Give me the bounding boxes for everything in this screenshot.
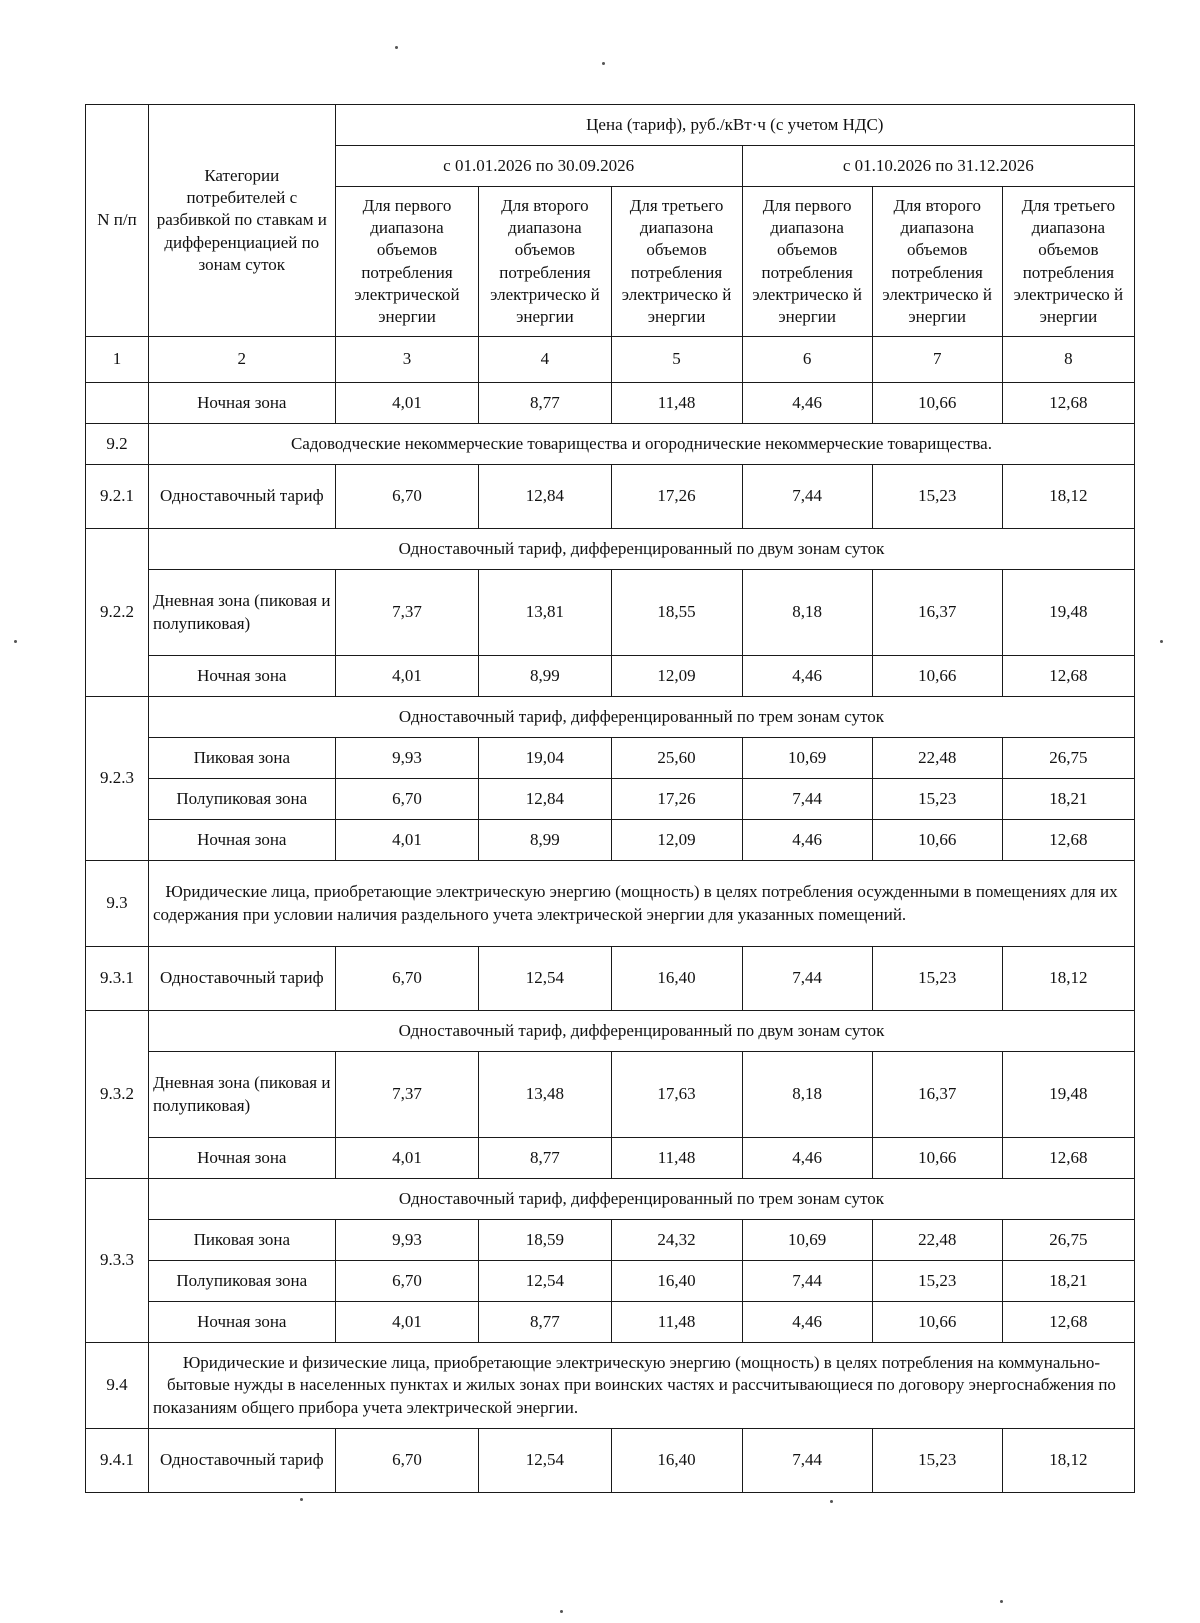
category-label: Пиковая зона (148, 738, 335, 779)
price-cell: 4,01 (335, 1302, 479, 1343)
price-cell: 7,44 (742, 947, 872, 1011)
column-number: 4 (479, 337, 611, 383)
table-row (86, 465, 1135, 529)
price-cell: 18,12 (1002, 465, 1134, 529)
subsection-row (86, 1179, 1135, 1220)
price-cell: 6,70 (335, 465, 479, 529)
row-number: 9.4 (86, 1343, 149, 1429)
header-price-group: Цена (тариф), руб./кВт·ч (с учетом НДС) (335, 105, 1134, 146)
price-cell: 11,48 (611, 1138, 742, 1179)
price-cell: 12,54 (479, 947, 611, 1011)
scan-speck (602, 62, 605, 65)
price-cell: 10,69 (742, 738, 872, 779)
category-label: Полупиковая зона (148, 1261, 335, 1302)
section-row (86, 1343, 1135, 1429)
price-cell: 8,99 (479, 656, 611, 697)
price-cell: 7,37 (335, 1052, 479, 1138)
column-number: 7 (872, 337, 1002, 383)
price-cell: 12,68 (1002, 1138, 1134, 1179)
table-row (86, 779, 1135, 820)
row-number (86, 383, 149, 424)
price-cell: 7,44 (742, 1261, 872, 1302)
table-row (86, 1261, 1135, 1302)
price-cell: 18,21 (1002, 1261, 1134, 1302)
price-cell: 8,77 (479, 383, 611, 424)
price-cell: 6,70 (335, 1429, 479, 1493)
subsection-row (86, 529, 1135, 570)
scan-speck (830, 1500, 833, 1503)
category-label: Полупиковая зона (148, 779, 335, 820)
header-range-3: Для третьего диапазона объемов потребления электрическо й энергии (611, 187, 742, 337)
section-title: Юридические и физические лица, приобретающие электрическую энергию (мощность) в целях потребления на коммунально-бытовые нужды в населенных пунктах и жилых зонах при воинских частях и рассчитывающиеся по договору энергоснабжения по показаниям общего прибора учета электрической энергии. (148, 1343, 1134, 1429)
category-label: Ночная зона (148, 1138, 335, 1179)
row-number: 9.2 (86, 424, 149, 465)
price-cell: 4,01 (335, 820, 479, 861)
category-label: Пиковая зона (148, 1220, 335, 1261)
price-cell: 18,59 (479, 1220, 611, 1261)
header-num: N п/п (86, 105, 149, 337)
price-cell: 11,48 (611, 1302, 742, 1343)
category-label: Ночная зона (148, 820, 335, 861)
table-row (86, 1302, 1135, 1343)
price-cell: 4,01 (335, 1138, 479, 1179)
subsection-title: Одноставочный тариф, дифференцированный по трем зонам суток (148, 697, 1134, 738)
price-cell: 17,26 (611, 465, 742, 529)
table-row (86, 656, 1135, 697)
subsection-row (86, 697, 1135, 738)
section-row (86, 861, 1135, 947)
price-cell: 12,68 (1002, 383, 1134, 424)
price-cell: 15,23 (872, 779, 1002, 820)
price-cell: 10,66 (872, 1302, 1002, 1343)
column-number: 5 (611, 337, 742, 383)
price-cell: 16,40 (611, 1261, 742, 1302)
row-number: 9.3.2 (86, 1011, 149, 1179)
price-cell: 18,55 (611, 570, 742, 656)
price-cell: 18,12 (1002, 1429, 1134, 1493)
category-label: Дневная зона (пиковая и полупиковая) (148, 1052, 335, 1138)
table-row (86, 383, 1135, 424)
price-cell: 16,37 (872, 570, 1002, 656)
price-cell: 17,63 (611, 1052, 742, 1138)
header-range-4: Для первого диапазона объемов потребления электрическо й энергии (742, 187, 872, 337)
category-label: Одноставочный тариф (148, 947, 335, 1011)
price-cell: 6,70 (335, 947, 479, 1011)
scan-speck (300, 1498, 303, 1501)
price-cell: 4,46 (742, 1138, 872, 1179)
price-cell: 13,48 (479, 1052, 611, 1138)
row-number: 9.4.1 (86, 1429, 149, 1493)
price-cell: 8,18 (742, 570, 872, 656)
row-number: 9.3.1 (86, 947, 149, 1011)
section-title: Юридические лица, приобретающие электрическую энергию (мощность) в целях потребления осужденными в помещениях для их содержания при условии наличия раздельного учета электрической энергии для указанных помещений. (148, 861, 1134, 947)
category-label: Ночная зона (148, 656, 335, 697)
row-number: 9.2.2 (86, 529, 149, 697)
tariff-table (85, 104, 1135, 1493)
scan-speck (14, 640, 17, 643)
price-cell: 26,75 (1002, 1220, 1134, 1261)
price-cell: 18,12 (1002, 947, 1134, 1011)
column-number: 3 (335, 337, 479, 383)
scan-speck (1160, 640, 1163, 643)
row-number: 9.2.1 (86, 465, 149, 529)
price-cell: 12,84 (479, 465, 611, 529)
price-cell: 4,46 (742, 820, 872, 861)
price-cell: 22,48 (872, 1220, 1002, 1261)
price-cell: 17,26 (611, 779, 742, 820)
price-cell: 11,48 (611, 383, 742, 424)
price-cell: 15,23 (872, 1429, 1002, 1493)
row-number: 9.3.3 (86, 1179, 149, 1343)
price-cell: 7,44 (742, 779, 872, 820)
price-cell: 7,44 (742, 465, 872, 529)
table-row (86, 820, 1135, 861)
price-cell: 19,48 (1002, 1052, 1134, 1138)
price-cell: 12,09 (611, 820, 742, 861)
table-row (86, 1220, 1135, 1261)
header-range-1: Для первого диапазона объемов потребления электрической энергии (335, 187, 479, 337)
header-range-5: Для второго диапазона объемов потребления электрическо й энергии (872, 187, 1002, 337)
price-cell: 4,46 (742, 383, 872, 424)
scan-speck (1000, 1600, 1003, 1603)
price-cell: 7,44 (742, 1429, 872, 1493)
price-cell: 19,48 (1002, 570, 1134, 656)
price-cell: 12,54 (479, 1261, 611, 1302)
price-cell: 16,40 (611, 947, 742, 1011)
category-label: Дневная зона (пиковая и полупиковая) (148, 570, 335, 656)
price-cell: 4,46 (742, 1302, 872, 1343)
price-cell: 9,93 (335, 738, 479, 779)
price-cell: 26,75 (1002, 738, 1134, 779)
column-number-row (86, 337, 1135, 383)
price-cell: 4,46 (742, 656, 872, 697)
price-cell: 25,60 (611, 738, 742, 779)
tariff-sheet (85, 104, 1135, 1493)
header-category: Категории потребителей с разбивкой по ставкам и дифференциацией по зонам суток (148, 105, 335, 337)
section-title: Садоводческие некоммерческие товарищества и огороднические некоммерческие товарищества. (148, 424, 1134, 465)
column-number: 1 (86, 337, 149, 383)
category-label: Одноставочный тариф (148, 465, 335, 529)
price-cell: 8,77 (479, 1138, 611, 1179)
category-label: Одноставочный тариф (148, 1429, 335, 1493)
price-cell: 16,40 (611, 1429, 742, 1493)
scan-speck (395, 46, 398, 49)
price-cell: 10,69 (742, 1220, 872, 1261)
price-cell: 7,37 (335, 570, 479, 656)
price-cell: 19,04 (479, 738, 611, 779)
price-cell: 10,66 (872, 383, 1002, 424)
section-row (86, 424, 1135, 465)
price-cell: 12,54 (479, 1429, 611, 1493)
header-period-2: с 01.10.2026 по 31.12.2026 (742, 146, 1134, 187)
price-cell: 8,77 (479, 1302, 611, 1343)
header-range-2: Для второго диапазона объемов потребления электрическо й энергии (479, 187, 611, 337)
table-row (86, 738, 1135, 779)
subsection-title: Одноставочный тариф, дифференцированный по двум зонам суток (148, 1011, 1134, 1052)
price-cell: 4,01 (335, 656, 479, 697)
price-cell: 8,99 (479, 820, 611, 861)
column-number: 8 (1002, 337, 1134, 383)
price-cell: 12,09 (611, 656, 742, 697)
subsection-title: Одноставочный тариф, дифференцированный по двум зонам суток (148, 529, 1134, 570)
header-range-6: Для третьего диапазона объемов потребления электрическо й энергии (1002, 187, 1134, 337)
row-number: 9.3 (86, 861, 149, 947)
price-cell: 18,21 (1002, 779, 1134, 820)
price-cell: 9,93 (335, 1220, 479, 1261)
subsection-title: Одноставочный тариф, дифференцированный по трем зонам суток (148, 1179, 1134, 1220)
table-row (86, 570, 1135, 656)
price-cell: 10,66 (872, 1138, 1002, 1179)
table-row (86, 947, 1135, 1011)
price-cell: 12,68 (1002, 820, 1134, 861)
price-cell: 15,23 (872, 1261, 1002, 1302)
column-number: 6 (742, 337, 872, 383)
price-cell: 4,01 (335, 383, 479, 424)
scan-speck (560, 1610, 563, 1613)
price-cell: 15,23 (872, 947, 1002, 1011)
row-number: 9.2.3 (86, 697, 149, 861)
column-number: 2 (148, 337, 335, 383)
price-cell: 12,84 (479, 779, 611, 820)
header-period-1: с 01.01.2026 по 30.09.2026 (335, 146, 742, 187)
price-cell: 10,66 (872, 656, 1002, 697)
price-cell: 8,18 (742, 1052, 872, 1138)
table-row (86, 1138, 1135, 1179)
price-cell: 15,23 (872, 465, 1002, 529)
table-row (86, 1429, 1135, 1493)
price-cell: 16,37 (872, 1052, 1002, 1138)
price-cell: 24,32 (611, 1220, 742, 1261)
category-label: Ночная зона (148, 1302, 335, 1343)
price-cell: 10,66 (872, 820, 1002, 861)
category-label: Ночная зона (148, 383, 335, 424)
subsection-row (86, 1011, 1135, 1052)
price-cell: 6,70 (335, 779, 479, 820)
price-cell: 6,70 (335, 1261, 479, 1302)
table-row (86, 1052, 1135, 1138)
price-cell: 22,48 (872, 738, 1002, 779)
price-cell: 12,68 (1002, 1302, 1134, 1343)
price-cell: 12,68 (1002, 656, 1134, 697)
price-cell: 13,81 (479, 570, 611, 656)
